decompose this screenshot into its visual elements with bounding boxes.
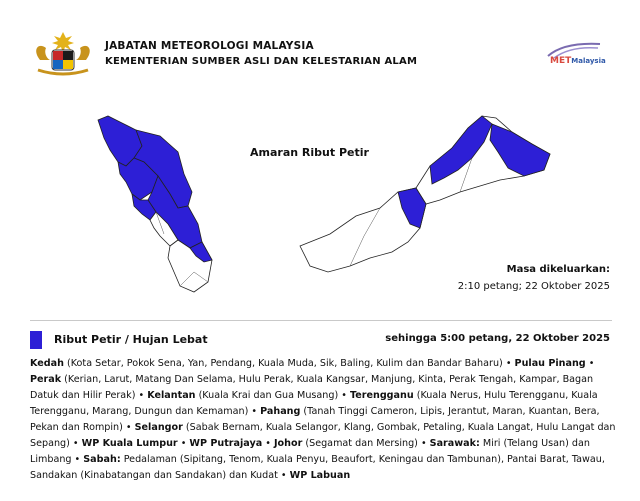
logo-text: METMalaysia xyxy=(550,56,606,66)
area-state: WP Putrajaya xyxy=(189,438,263,449)
valid-until: sehingga 5:00 petang, 22 Oktober 2025 xyxy=(385,333,610,344)
area-state: Johor xyxy=(273,438,303,449)
issued-label: Masa dikeluarkan: xyxy=(506,264,610,275)
legend-swatch xyxy=(30,331,42,349)
area-districts: (Kerian, Larut, Matang Dan Selama, Hulu Perak, Kuala Kangsar, Manjung, Kinta, Perak Tengah, Kampar, Bagan Datuk dan Hilir Perak) xyxy=(30,374,594,401)
area-districts: (Kota Setar, Pokok Sena, Yan, Pendang, Kuala Muda, Sik, Baling, Kulim dan Bandar Baharu) xyxy=(63,358,503,369)
area-state: Sabah: xyxy=(83,454,121,465)
malaysia-coat-of-arms-icon xyxy=(28,30,98,76)
area-districts: (Kuala Nerus, Hulu Terengganu, Kuala Terengganu, Marang, Dungun dan Kemaman) xyxy=(30,390,598,417)
area-districts: (Kuala Krai dan Gua Musang) xyxy=(195,390,339,401)
divider xyxy=(30,320,612,321)
area-state: Sarawak: xyxy=(429,438,480,449)
met-malaysia-logo xyxy=(544,40,616,74)
peninsular-malaysia xyxy=(98,116,212,292)
ministry-name: KEMENTERIAN SUMBER ASLI DAN KELESTARIAN ALAM xyxy=(105,56,418,67)
area-districts: Miri (Telang Usan) dan Limbang xyxy=(30,438,590,465)
agency-name: JABATAN METEOROLOGI MALAYSIA xyxy=(105,40,314,52)
area-districts: Pedalaman (Sipitang, Tenom, Kuala Penyu, Beaufort, Keningau dan Tambunan), Pantai Barat, Tawau, Sandakan (Kinabatangan dan Sandakan) dan Kudat xyxy=(30,454,605,481)
area-districts: (Sabak Bernam, Kuala Selangor, Klang, Gombak, Petaling, Kuala Langat, Hulu Langat dan Sepang) xyxy=(30,422,616,449)
area-state: Terengganu xyxy=(349,390,414,401)
area-districts: (Segamat dan Mersing) xyxy=(302,438,418,449)
area-state: WP Labuan xyxy=(289,470,351,481)
header xyxy=(0,0,640,82)
legend-label: Ribut Petir / Hujan Lebat xyxy=(54,333,208,346)
map-title: Amaran Ribut Petir xyxy=(250,146,369,159)
malaysia-map xyxy=(80,96,560,306)
area-state: Perak xyxy=(30,374,62,385)
east-malaysia xyxy=(300,116,550,272)
area-state: Selangor xyxy=(134,422,183,433)
area-districts: (Tanah Tinggi Cameron, Lipis, Jerantut, Maran, Kuantan, Bera, Pekan dan Rompin) xyxy=(30,406,600,433)
affected-areas: Kedah (Kota Setar, Pokok Sena, Yan, Pendang, Kuala Muda, Sik, Baling, Kulim dan Bandar Baharu) • Pulau Pinang • Perak (Kerian, Larut, Matang Dan Selama, Hulu Perak, Kuala Kangsar, Manjung, Kinta, Perak Tengah, Kampar, Bagan Datuk dan Hilir Perak) • Kelantan (Kuala Krai dan Gua Musang) • Terengganu (Kuala Nerus, Hulu Terengganu, Kuala Terengganu, Marang, Dungun dan Kemaman) • Pahang (Tanah Tinggi Cameron, Lipis, Jerantut, Maran, Kuantan, Bera, Pekan dan Rompin) • Selangor (Sabak Bernam, Kuala Selangor, Klang, Gombak, Petaling, Kuala Langat, Hulu Langat dan Sepang) • WP Kuala Lumpur • WP Putrajaya • Johor (Segamat dan Mersing) • Sarawak: Miri (Telang Usan) dan Limbang • Sabah: Pedalaman (Sipitang, Tenom, Kuala Penyu, Beaufort, Keningau dan Tambunan), Pantai Barat, Tawau, Sandakan (Kinabatangan dan Sandakan) dan Kudat • WP Labuan xyxy=(30,358,616,481)
area-state: Pulau Pinang xyxy=(514,358,586,369)
area-state: WP Kuala Lumpur xyxy=(81,438,178,449)
area-state: Pahang xyxy=(260,406,301,417)
area-state: Kedah xyxy=(30,358,64,369)
issued-time: 2:10 petang; 22 Oktober 2025 xyxy=(457,281,610,292)
area-state: Kelantan xyxy=(147,390,196,401)
